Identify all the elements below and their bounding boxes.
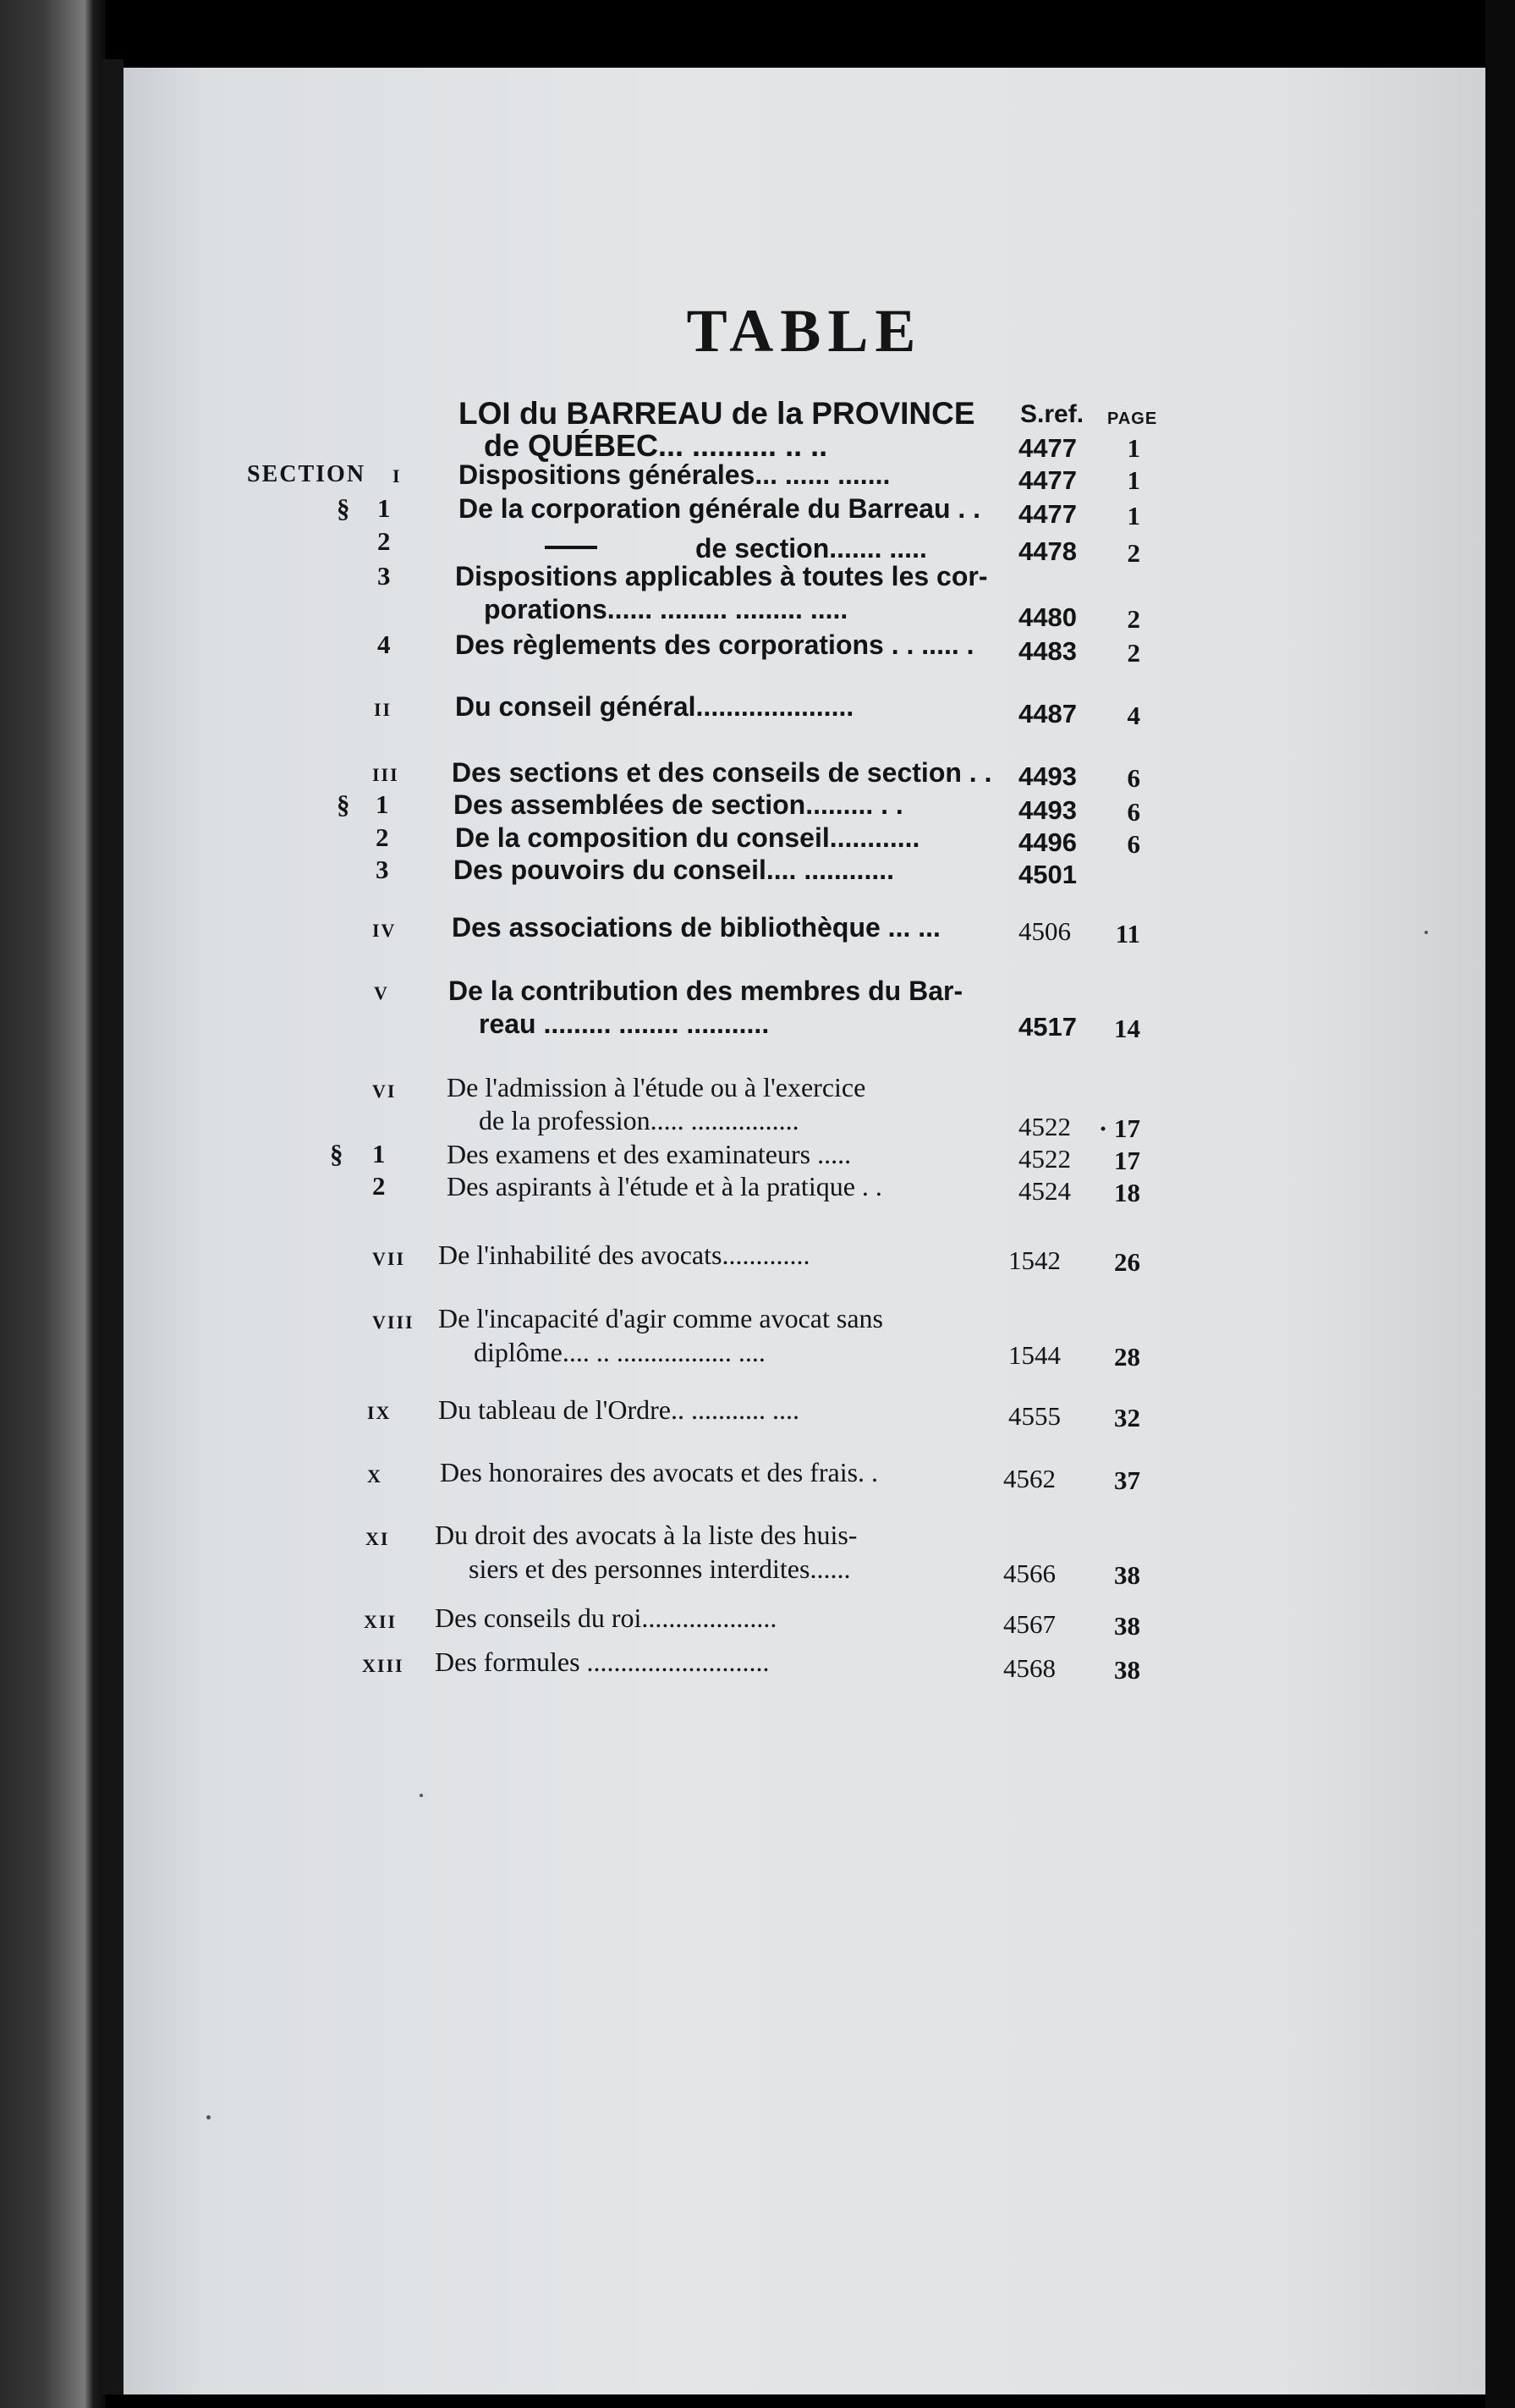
film-frame-right [1485, 0, 1515, 2408]
toc-entry: Des pouvoirs du conseil.... ............ [453, 855, 894, 885]
toc-page: 14 [1114, 1014, 1140, 1043]
toc-ref: 1542 [1008, 1245, 1061, 1275]
toc-entry: Du droit des avocats à la liste des huis- [435, 1520, 858, 1550]
toc-ref: 4496 [1018, 827, 1077, 857]
toc-page: 38 [1114, 1655, 1140, 1685]
roman-numeral: IV [372, 920, 397, 941]
toc-entry: De la composition du conseil............ [455, 822, 920, 853]
toc-ref: 4478 [1018, 536, 1077, 566]
toc-ref: 4567 [1003, 1609, 1056, 1639]
subsection-number: 2 [376, 822, 389, 852]
toc-entry: Du conseil général..................... [455, 691, 854, 722]
roman-numeral: IX [367, 1402, 392, 1423]
toc-ref: 4477 [1018, 499, 1077, 529]
ditto-dash [545, 546, 597, 549]
toc-entry: Des honoraires des avocats et des frais. . [440, 1457, 879, 1487]
toc-entry: Des formules ........................... [435, 1647, 770, 1677]
toc-entry: De l'inhabilité des avocats............. [438, 1240, 810, 1270]
law-title-line2: de QUÉBEC... .......... .. .. [484, 428, 828, 463]
section-label: SECTION [247, 461, 366, 487]
header-ref: 4477 [1018, 433, 1077, 463]
roman-numeral: XI [365, 1528, 390, 1549]
toc-ref: 4522 [1018, 1144, 1071, 1174]
toc-entry: Des associations de bibliothèque ... ... [452, 912, 941, 943]
roman-numeral: V [374, 982, 389, 1003]
toc-entry: Des examens et des examinateurs ..... [447, 1139, 852, 1169]
toc-page: · 17 [1098, 1113, 1140, 1143]
column-header-ref: S.ref. [1020, 400, 1084, 428]
toc-page: 1 [1127, 501, 1140, 531]
toc-page: 11 [1115, 919, 1140, 948]
toc-entry: Du tableau de l'Ordre.. ........... .... [438, 1394, 799, 1425]
toc-ref: 4477 [1018, 465, 1077, 495]
toc-page: 26 [1114, 1247, 1140, 1277]
toc-ref: 4506 [1018, 916, 1071, 946]
header-page: 1 [1127, 433, 1140, 463]
toc-ref: 4483 [1018, 636, 1077, 666]
section-symbol: § [330, 1139, 343, 1168]
toc-ref: 4566 [1003, 1559, 1056, 1588]
toc-entry: Dispositions générales... ...... ....... [458, 459, 891, 490]
law-title-line1: LOI du BARREAU de la PROVINCE [458, 396, 975, 431]
page-title: TABLE [686, 297, 923, 365]
toc-ref: 4524 [1018, 1176, 1071, 1206]
toc-ref: 4517 [1018, 1012, 1077, 1042]
roman-numeral: X [367, 1465, 382, 1487]
subsection-number: 3 [377, 561, 391, 591]
toc-page: 32 [1114, 1403, 1140, 1432]
roman-numeral: VI [372, 1080, 397, 1102]
toc-ref: 4487 [1018, 699, 1077, 728]
roman-numeral: XII [364, 1611, 398, 1632]
toc-page: 2 [1127, 538, 1140, 568]
toc-entry: Des sections et des conseils de section . . [452, 757, 992, 788]
film-frame-left [0, 0, 106, 2408]
toc-page: 6 [1127, 829, 1140, 859]
toc-ref: 4493 [1018, 761, 1077, 791]
toc-page: 6 [1127, 797, 1140, 827]
film-edge-bar [102, 59, 124, 2394]
toc-page: 4 [1127, 701, 1140, 730]
subsection-number: 1 [377, 493, 391, 523]
toc-ref: 1544 [1008, 1340, 1061, 1370]
roman-numeral: I [392, 465, 402, 487]
toc-entry-continued: reau ......... ........ ........... [479, 1009, 770, 1039]
toc-entry: De la corporation générale du Barreau . . [458, 493, 981, 524]
document-page [124, 68, 1485, 2394]
toc-ref: 4562 [1003, 1464, 1056, 1493]
toc-page: 1 [1127, 465, 1140, 495]
toc-ref: 4493 [1018, 795, 1077, 825]
toc-ref: 4480 [1018, 602, 1077, 632]
toc-page: 17 [1114, 1146, 1140, 1175]
column-header-page: PAGE [1107, 410, 1158, 428]
toc-ref: 4501 [1018, 860, 1077, 889]
scan-speck [206, 2115, 211, 2119]
toc-entry: De la contribution des membres du Bar- [448, 976, 963, 1006]
toc-entry: Des aspirants à l'étude et à la pratique . . [447, 1171, 882, 1201]
roman-numeral: XIII [362, 1655, 404, 1676]
toc-page: 37 [1114, 1465, 1140, 1495]
toc-ref: 4522 [1018, 1112, 1071, 1141]
toc-page: 38 [1114, 1560, 1140, 1590]
toc-entry: De l'admission à l'étude ou à l'exercice [447, 1072, 866, 1102]
toc-page: 28 [1114, 1342, 1140, 1372]
toc-entry: Des assemblées de section......... . . [453, 789, 903, 820]
scan-speck [420, 1794, 423, 1797]
toc-entry: de section....... ..... [695, 533, 927, 564]
toc-entry: Des conseils du roi.................... [435, 1603, 777, 1633]
roman-numeral: VII [372, 1248, 406, 1269]
subsection-number: 1 [372, 1139, 386, 1168]
toc-page: 6 [1127, 763, 1140, 793]
scan-speck [1424, 931, 1428, 934]
toc-page: 2 [1127, 604, 1140, 634]
toc-ref: 4568 [1003, 1653, 1056, 1683]
toc-entry-continued: de la profession..... ................ [479, 1105, 799, 1135]
toc-ref: 4555 [1008, 1401, 1061, 1431]
toc-entry-continued: diplôme.... .. ................. .... [474, 1337, 766, 1367]
subsection-number: 2 [372, 1171, 386, 1201]
roman-numeral: III [372, 764, 399, 785]
toc-page: 38 [1114, 1611, 1140, 1641]
roman-numeral: II [374, 699, 392, 720]
toc-entry-continued: siers et des personnes interdites...... [469, 1553, 851, 1584]
toc-page: 18 [1114, 1178, 1140, 1207]
toc-entry: De l'incapacité d'agir comme avocat sans [438, 1303, 883, 1333]
roman-numeral: VIII [372, 1311, 414, 1333]
section-symbol: § [337, 493, 350, 523]
section-symbol: § [337, 789, 350, 819]
toc-entry: Des règlements des corporations . . ..... . [455, 629, 974, 660]
subsection-number: 2 [377, 526, 391, 556]
toc-entry: Dispositions applicables à toutes les cor- [455, 561, 988, 591]
toc-page: 2 [1127, 638, 1140, 668]
subsection-number: 3 [376, 855, 389, 884]
subsection-number: 4 [377, 629, 391, 659]
subsection-number: 1 [376, 789, 389, 819]
toc-entry-continued: porations...... ......... ......... ..... [484, 594, 848, 624]
